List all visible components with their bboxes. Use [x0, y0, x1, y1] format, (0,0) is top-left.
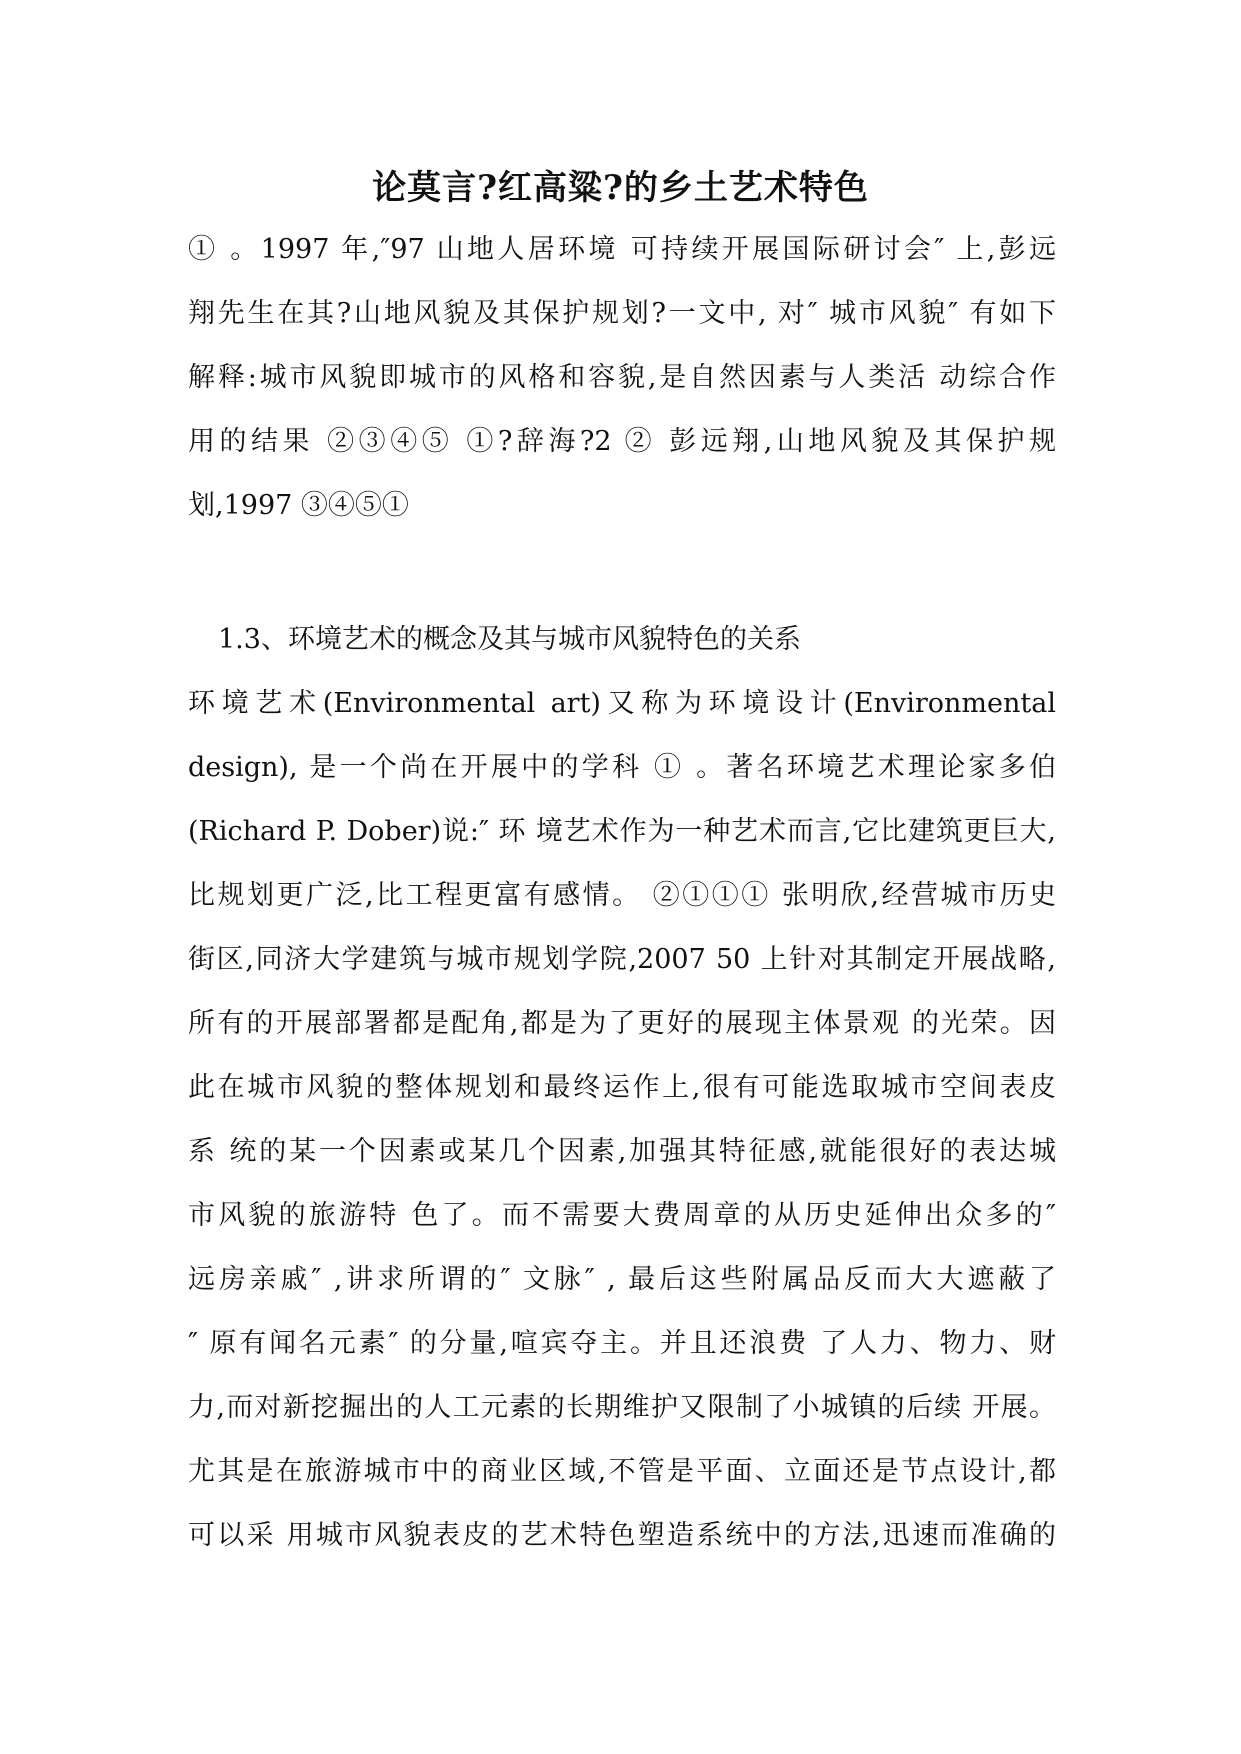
paragraph-1-line: 划,1997 ③④⑤①	[188, 490, 409, 521]
paragraph-2-line: 远房亲戚″ ,讲求所谓的″ 文脉″ , 最后这些附属品反而大大遮蔽了	[188, 1264, 1056, 1295]
document-title: 论莫言?红高粱?的乡土艺术特色	[372, 168, 869, 208]
paragraph-1-line: 用的结果 ②③④⑤ ①?辞海?2 ② 彭远翔,山地风貌及其保护规	[188, 426, 1056, 457]
paragraph-1-line: ① 。1997 年,″97 山地人居环境 可持续开展国际研讨会″ 上,彭远	[188, 234, 1056, 265]
paragraph-2-line: 比规划更广泛,比工程更富有感情。 ②①①① 张明欣,经营城市历史	[188, 880, 1056, 911]
paragraph-1-line: 翔先生在其?山地风貌及其保护规划?一文中, 对″ 城市风貌″ 有如下	[188, 298, 1056, 329]
paragraph-2-line: 所有的开展部署都是配角,都是为了更好的展现主体景观 的光荣。因	[188, 1008, 1056, 1039]
paragraph-2-line: 街区,同济大学建筑与城市规划学院,2007 50 上针对其制定开展战略,	[188, 944, 1056, 975]
paragraph-2-line: ″ 原有闻名元素″ 的分量,喧宾夺主。并且还浪费 了人力、物力、财	[188, 1328, 1056, 1359]
section-heading: 1.3、环境艺术的概念及其与城市风貌特色的关系	[218, 624, 801, 655]
paragraph-1-line: 解释:城市风貌即城市的风格和容貌,是自然因素与人类活 动综合作	[188, 362, 1056, 393]
paragraph-2	[188, 672, 1056, 1568]
paragraph-2-line: 可以采 用城市风貌表皮的艺术特色塑造系统中的方法,迅速而准确的	[188, 1520, 1056, 1551]
paragraph-2-line: 此在城市风貌的整体规划和最终运作上,很有可能选取城市空间表皮	[188, 1072, 1056, 1103]
paragraph-1	[188, 218, 1056, 538]
paragraph-2-line: 环境艺术(Environmental art)又称为环境设计(Environmental	[188, 688, 1056, 719]
paragraph-2-line: design), 是一个尚在开展中的学科 ① 。著名环境艺术理论家多伯	[188, 752, 1056, 783]
paragraph-2-line: 市风貌的旅游特 色了。而不需要大费周章的从历史延伸出众多的″	[188, 1200, 1056, 1231]
paragraph-2-line: (Richard P. Dober)说:″ 环 境艺术作为一种艺术而言,它比建筑更巨大,	[188, 816, 1056, 847]
paragraph-2-line: 力,而对新挖掘出的人工元素的长期维护又限制了小城镇的后续 开展。	[188, 1392, 1056, 1423]
paragraph-2-line: 系 统的某一个因素或某几个因素,加强其特征感,就能很好的表达城	[188, 1136, 1056, 1167]
paragraph-2-line: 尤其是在旅游城市中的商业区域,不管是平面、立面还是节点设计,都	[188, 1456, 1056, 1487]
